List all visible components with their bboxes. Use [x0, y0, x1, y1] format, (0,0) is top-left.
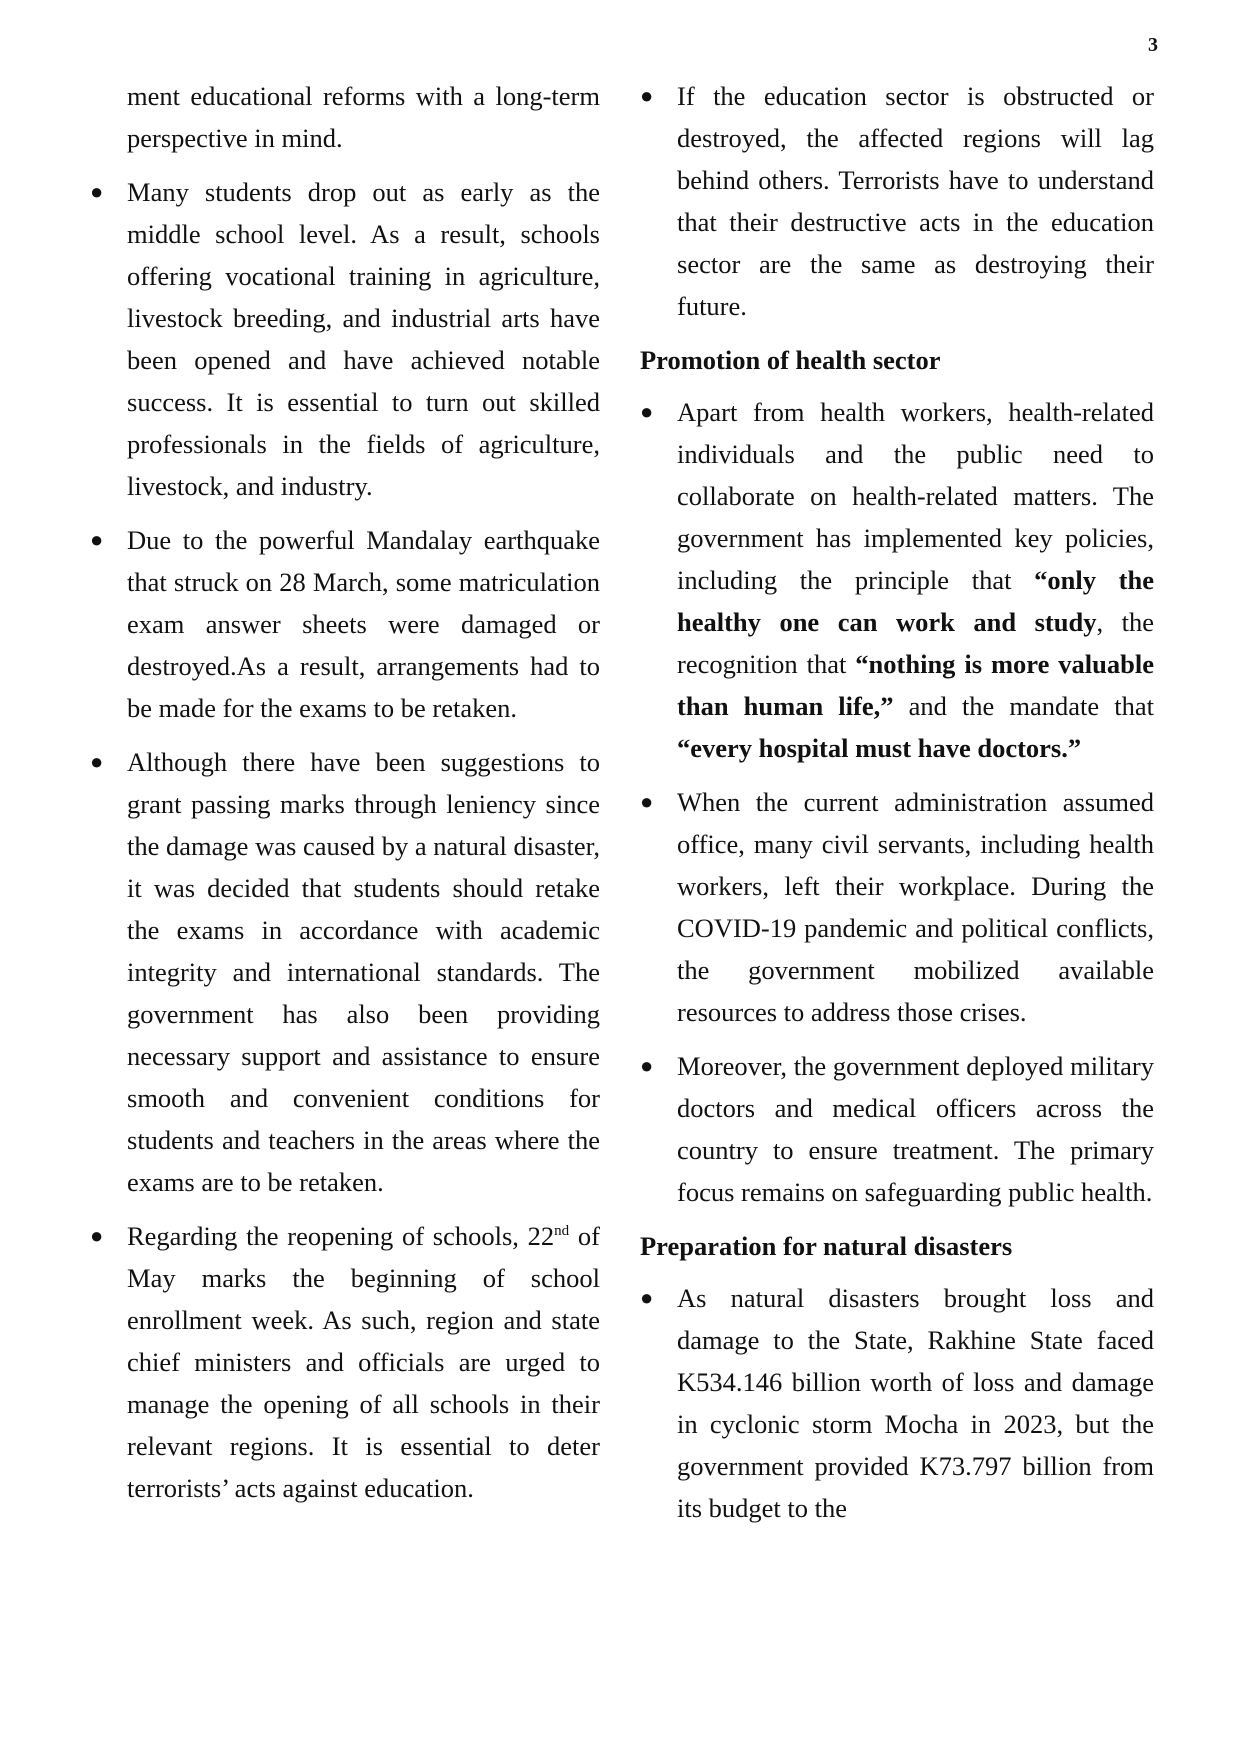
text-part: , the recognition that — [677, 607, 1154, 679]
list-item-text: When the current administration assumed office, many civil servants, including health workers, left their workplace. During the COVID-19 pandemic and political conflicts, the government mobilized available resources to address those crises. — [677, 787, 1154, 1027]
bullet-icon: ● — [90, 527, 104, 552]
bullet-icon: ● — [640, 83, 654, 108]
list-item-text: Many students drop out as early as the middle school level. As a result, schools offering vocational training in agriculture, livestock breeding, and industrial arts have been opened and have achieved notable success. It is essential to turn out skilled professionals in the fields of agriculture, livestock, and industry. — [127, 177, 600, 501]
list-item — [640, 1277, 1154, 1529]
bullet-icon: ● — [90, 179, 104, 204]
text-part: and the mandate that — [893, 691, 1155, 721]
list-item — [640, 781, 1154, 1033]
text-prefix: Regarding the reopening of schools, — [127, 1221, 528, 1251]
bold-quote: “nothing is more valuable than human life,” — [677, 649, 1154, 721]
list-item — [640, 75, 1154, 327]
list-item-text: If the education sector is obstructed or destroyed, the affected regions will lag behind others. Terrorists have to understand that their destructive acts in the education sector are the same as destroying their future. — [677, 81, 1154, 321]
bullet-icon: ● — [640, 399, 654, 424]
continued-paragraph: ment educational reforms with a long-term perspective in mind. — [127, 81, 600, 153]
text-rest: of May marks the beginning of school enrollment week. As such, region and state chief ministers and officials are urged to manage the opening of all schools in their relevant regions. It is essential to deter terrorists’ acts against education. — [127, 1221, 600, 1503]
list-item — [90, 171, 600, 507]
list-item-text: Although there have been suggestions to grant passing marks through leniency since the damage was caused by a natural disaster, it was decided that students should retake the exams in accordance with academic integrity and international standards. The government has also been providing necessary support and assistance to ensure smooth and convenient conditions for students and teachers in the areas where the exams are to be retaken. — [127, 747, 600, 1197]
bullet-icon: ● — [90, 1223, 104, 1248]
list-item-text: As natural disasters brought loss and damage to the State, Rakhine State faced K534.146 billion worth of loss and damage in cyclonic storm Mocha in 2023, but the government provided K73.797 billion from its budget to the — [677, 1283, 1154, 1523]
list-item-text: Due to the powerful Mandalay earthquake that struck on 28 March, some matriculation exam answer sheets were damaged or destroyed.As a result, arrangements had to be made for the exams to be retaken. — [127, 525, 600, 723]
bold-quote: “only the healthy one can work and study — [677, 565, 1154, 637]
bullet-icon: ● — [90, 749, 104, 774]
right-column — [640, 75, 1154, 1541]
list-item — [90, 741, 600, 1203]
bullet-icon: ● — [640, 1053, 654, 1078]
list-item — [90, 519, 600, 729]
text-part: Apart from health workers, health-related individuals and the public need to collaborate on health-related matters. The government has implemented key policies, including the principle that — [677, 397, 1154, 595]
bold-quote: “every hospital must have doctors.” — [677, 733, 1082, 763]
bullet-icon: ● — [640, 789, 654, 814]
date-suffix: nd — [554, 1223, 570, 1239]
date-day: 22 — [527, 1221, 555, 1251]
list-item — [640, 391, 1154, 769]
page-number: 3 — [1148, 34, 1158, 56]
left-column — [90, 75, 600, 1521]
section-heading: Promotion of health sector — [640, 345, 941, 375]
list-item-text — [677, 397, 1154, 763]
list-item — [640, 1045, 1154, 1213]
list-item — [90, 1215, 600, 1509]
bullet-icon: ● — [640, 1285, 654, 1310]
list-item-text: Moreover, the government deployed military doctors and medical officers across the country to ensure treatment. The primary focus remains on safeguarding public health. — [677, 1051, 1154, 1207]
list-item-text — [127, 1221, 600, 1503]
section-heading: Preparation for natural disasters — [640, 1231, 1013, 1261]
